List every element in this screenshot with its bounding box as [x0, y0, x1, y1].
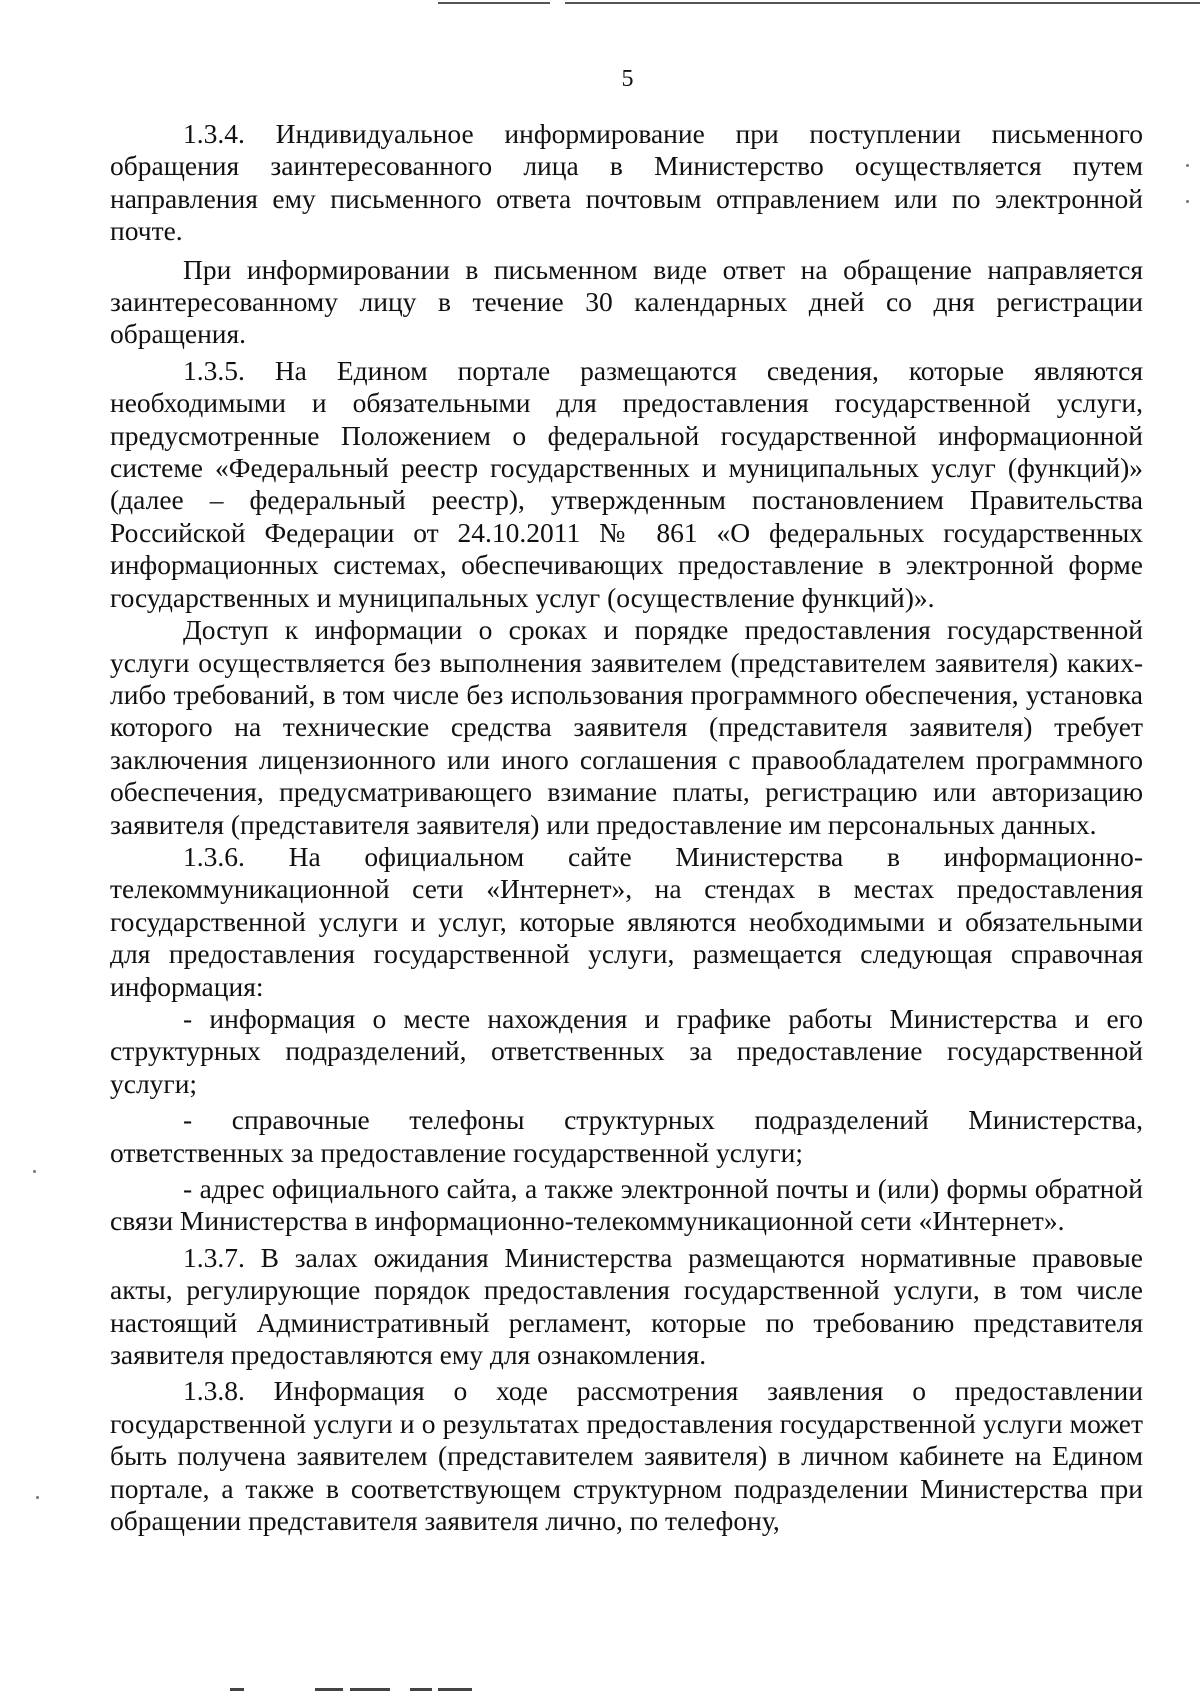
- document-body: [110, 118, 1143, 1541]
- scan-speck: [1186, 164, 1189, 167]
- scan-edge-line: [438, 2, 550, 4]
- list-item-location: - информация о месте нахождения и графике работы Министерства и его структурных подразделений, ответственных за предоставление государственной услуги;: [110, 1002, 1143, 1099]
- paragraph-access-info: Доступ к информации о сроках и порядке предоставления государственной услуги осуществляется без выполнения заявителем (представителем заявителя) каких-либо требований, в том числе без использования программного обеспечения, установка которого на технические средства заявителя (представителя заявителя) требует заключения лицензионного или иного соглашения с правообладателем программного обеспечения, предусматривающего взимание платы, регистрацию или авторизацию заявителя (представителя заявителя) или предоставление им персональных данных.: [110, 614, 1143, 840]
- paragraph-1-3-6: 1.3.6. На официальном сайте Министерства в информационно-телекоммуникационной сети «Интернет», на стендах в местах предоставления государственной услуги и услуг, которые являются необходимыми и обязательными для предоставления государственной услуги, размещается следующая справочная информация:: [110, 840, 1143, 1002]
- paragraph-written-reply: При информировании в письменном виде ответ на обращение направляется заинтересованному лицу в течение 30 календарных дней со дня регистрации обращения.: [110, 253, 1143, 350]
- paragraph-1-3-4: 1.3.4. Индивидуальное информирование при поступлении письменного обращения заинтересованного лица в Министерство осуществляется путем направления ему письменного ответа почтовым отправлением или по электронной почте.: [110, 118, 1143, 247]
- scan-speck: [36, 1496, 39, 1499]
- list-item-website: - адрес официального сайта, а также электронной почты и (или) формы обратной связи Министерства в информационно-телекоммуникационной сети «Интернет».: [110, 1173, 1143, 1237]
- page-number: 5: [621, 66, 634, 92]
- paragraph-1-3-7: 1.3.7. В залах ожидания Министерства размещаются нормативные правовые акты, регулирующие порядок предоставления государственной услуги, в том числе настоящий Административный регламент, которые по требованию представителя заявителя предоставляются ему для ознакомления.: [110, 1241, 1143, 1371]
- paragraph-1-3-8: 1.3.8. Информация о ходе рассмотрения заявления о предоставлении государственной услуги и о результатах предоставления государственной услуги может быть получена заявителем (представителем заявителя) в личном кабинете на Едином портале, а также в соответствующем структурном подразделении Министерства при обращении представителя заявителя лично, по телефону,: [110, 1375, 1143, 1537]
- paragraph-1-3-5: 1.3.5. На Едином портале размещаются сведения, которые являются необходимыми и обязательными для предоставления государственной услуги, предусмотренные Положением о федеральной государственной информационной системе «Федеральный реестр государственных и муниципальных услуг (функций)» (далее – федеральный реестр), утвержденным постановлением Правительства Российской Федерации от 24.10.2011 № 861 «О федеральных государственных информационных системах, обеспечивающих предоставление в электронной форме государственных и муниципальных услуг (осуществление функций)».: [110, 354, 1143, 613]
- bottom-scan-marks: [230, 1686, 530, 1694]
- scan-speck: [1186, 200, 1189, 203]
- list-item-phones: - справочные телефоны структурных подразделений Министерства, ответственных за предоставление государственной услуги;: [110, 1104, 1143, 1168]
- scan-speck: [33, 1170, 36, 1173]
- scan-edge-line: [565, 2, 1200, 4]
